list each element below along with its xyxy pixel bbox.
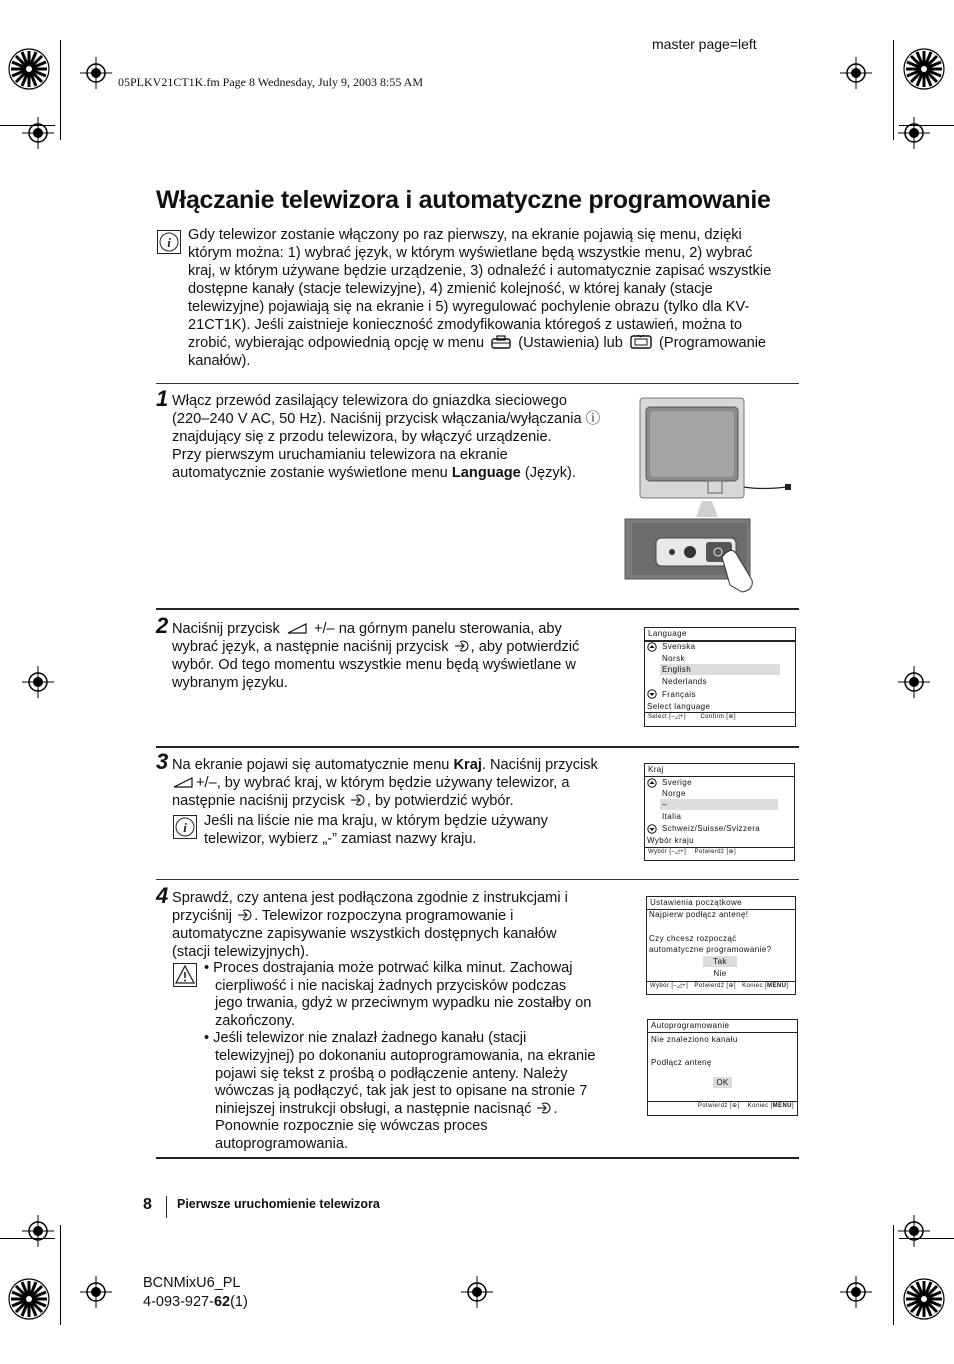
enter-icon (536, 1102, 552, 1114)
language-option[interactable]: Norsk (662, 654, 685, 663)
master-page-label: master page=left (652, 36, 757, 52)
language-option[interactable]: Nederlands (662, 677, 707, 686)
page-title: Włączanie telewizora i automatyczne programowanie (156, 186, 771, 214)
menu-message: Czy chcesz rozpocząć (649, 934, 737, 943)
menu-title: Ustawienia początkowe (647, 897, 795, 910)
part-number: 4-093-927-62(1) (143, 1294, 248, 1310)
settings-toolbox-icon (491, 335, 511, 349)
channel-programming-icon (630, 334, 652, 349)
crosshair-icon (22, 1215, 54, 1247)
menu-message: Nie znaleziono kanału (651, 1035, 738, 1044)
menu-footer: Wybór [–◿+] Potwierdź [⊕] (645, 847, 794, 860)
registration-target-icon (901, 1276, 947, 1322)
info-icon (157, 230, 181, 254)
svg-text:i: i (183, 820, 187, 835)
menu-message: Podłącz antenę (651, 1058, 712, 1067)
footer-divider (166, 1196, 167, 1218)
crosshair-icon (840, 57, 872, 89)
country-option-selected[interactable]: – (660, 799, 778, 810)
crosshair-icon (840, 1276, 872, 1308)
menu-prompt: Wybór kraju (647, 836, 695, 845)
yes-option[interactable]: Tak (703, 956, 737, 967)
file-info: 05PLKV21CT1K.fm Page 8 Wednesday, July 9, 2003 8:55 AM (118, 75, 424, 89)
enter-icon (350, 794, 366, 806)
step3-text: Na ekranie pojawi się automatycznie menu Kraj. Naciśnij przycisk +/–, by wybrać kraj, w którym będzie używany telewizor, a następnie naciśnij przycisk , by potwierdzić wybór. (172, 757, 598, 809)
crosshair-icon (80, 57, 112, 89)
menu-prompt: Select language (647, 702, 711, 711)
step-number: 1 (156, 386, 169, 411)
menu-message: automatyczne programowanie? (649, 945, 772, 954)
menu-title: Language (645, 628, 795, 641)
svg-text:i: i (167, 235, 171, 250)
info-icon (173, 815, 197, 839)
crosshair-icon (898, 117, 930, 149)
doc-code: BCNMixU6_PL (143, 1275, 241, 1291)
warning-icon (173, 963, 197, 987)
step4-bullets: • Proces dostrajania może potrwać kilka minut. Zachowaj cierpliwość i nie naciskaj żadnych przycisków podczas jego trwania, gdyż w przeciwnym wypadku nie zostałby on zakończony. • Jeśli telewizor nie znalazł żadnego kanału (stacji telewizyjnej) po dokonaniu autoprogramowania, na ekranie pojawi się tekst z prośbą o podłączenie anteny. Należy wówczas ją podłączyć, tak jak jest to opisane na stronie 7 niniejszej instrukcji obsługi, a następnie nacisnąć . Ponownie rozpocznie się wówczas proces autoprogramowania. (204, 960, 596, 1152)
crosshair-icon (80, 1276, 112, 1308)
autoprogramming-menu (647, 1019, 798, 1116)
menu-footer: Select [–◿+] Confirm [⊕] (645, 712, 795, 726)
crosshair-icon (22, 666, 54, 698)
step4-text: Sprawdź, czy antena jest podłączona zgodnie z instrukcjami i przyciśnij . Telewizor rozpoczyna programowanie i automatyczne zapisywanie wszystkich dostępnych kanałów (stacji telewizyjnych). (172, 890, 568, 960)
scroll-down-icon (647, 689, 657, 699)
enter-icon (454, 640, 470, 652)
language-option-selected[interactable]: English (660, 664, 780, 675)
section-divider (156, 608, 799, 610)
menu-footer: Potwierdź [⊕] Koniec [MENU] (648, 1101, 797, 1115)
tv-illustration (622, 395, 797, 595)
volume-wedge-icon (172, 776, 194, 788)
initial-setup-menu (646, 896, 796, 995)
step3-note: Jeśli na liście nie ma kraju, w którym będzie używany telewizor, wybierz „-” zamiast nazwy kraju. (204, 813, 548, 847)
scroll-up-icon (647, 778, 657, 788)
registration-target-icon (6, 1276, 52, 1322)
footer-section: Pierwsze uruchomienie telewizora (177, 1197, 380, 1211)
menu-message: Najpierw podłącz antenę! (649, 910, 749, 919)
section-divider (156, 879, 799, 880)
no-option[interactable]: Nie (713, 969, 727, 978)
step-number: 3 (156, 749, 169, 774)
enter-icon (237, 909, 253, 921)
section-divider (156, 1157, 799, 1159)
country-option[interactable]: Italia (662, 812, 682, 821)
crosshair-icon (898, 1215, 930, 1247)
menu-title: Kraj (645, 764, 794, 777)
language-option[interactable]: Français (662, 690, 696, 699)
ok-button[interactable]: OK (713, 1077, 732, 1088)
section-divider (156, 746, 799, 748)
power-icon: ⓘ (585, 411, 601, 427)
scroll-up-icon (647, 642, 657, 652)
crosshair-icon (22, 117, 54, 149)
volume-wedge-icon (286, 622, 308, 634)
step-number: 2 (156, 613, 169, 638)
scroll-down-icon (647, 824, 657, 834)
page-number: 8 (143, 1196, 152, 1213)
registration-target-icon (901, 46, 947, 92)
country-menu (644, 763, 795, 861)
country-option[interactable]: Schweiz/Suisse/Svizzera (662, 824, 761, 833)
language-menu (644, 627, 796, 727)
crosshair-icon (461, 1276, 493, 1308)
section-divider (156, 383, 799, 384)
country-option[interactable]: Sverige (662, 778, 692, 787)
country-option[interactable]: Norge (662, 789, 686, 798)
crosshair-icon (898, 666, 930, 698)
step-number: 4 (156, 883, 169, 908)
step1-text: Włącz przewód zasilający telewizora do gniazdka sieciowego (220–240 V AC, 50 Hz). Naciśnij przycisk włączania/wyłączania ⓘ znajdujący się z przodu telewizora, by włączyć urządzenie. Przy pierwszym uruchamianiu telewizora na ekranie automatycznie zostanie wyświetlone menu Language (Język). (172, 393, 601, 481)
registration-target-icon (6, 46, 52, 92)
intro-text: Gdy telewizor zostanie włączony po raz pierwszy, na ekranie pojawią się menu, dzięki którym można: 1) wybrać język, w którym wyświetlane będą wszystkie menu, 2) wybrać kraj, w którym używane będzie urządzenie, 3) odnaleźć i automatycznie zapisać wszystkie dostępne kanały (stacje telewizyjne), 4) zmienić kolejność, w której kanały (stacje telewizyjne) pojawiają się na ekranie i 5) wyregulować pochylenie obrazu (tylko dla KV- 21CT1K). Jeśli zaistnieje konieczność zmodyfikowania któregoś z ustawień, można to zrobić, wybierając odpowiednią opcję w menu (Ustawienia) lub (Programowanie kanałów). (188, 227, 772, 369)
menu-footer: Wybór [–◿+] Potwierdź [⊕] Koniec [MENU] (647, 981, 795, 994)
menu-title: Autoprogramowanie (648, 1020, 797, 1033)
step2-text: Naciśnij przycisk +/– na górnym panelu sterowania, aby wybrać język, a następnie naciśnij przycisk , aby potwierdzić wybór. Od tego momentu wszystkie menu będą wyświetlane w wybranym języku. (172, 621, 580, 691)
language-option[interactable]: Svenska (662, 642, 696, 651)
